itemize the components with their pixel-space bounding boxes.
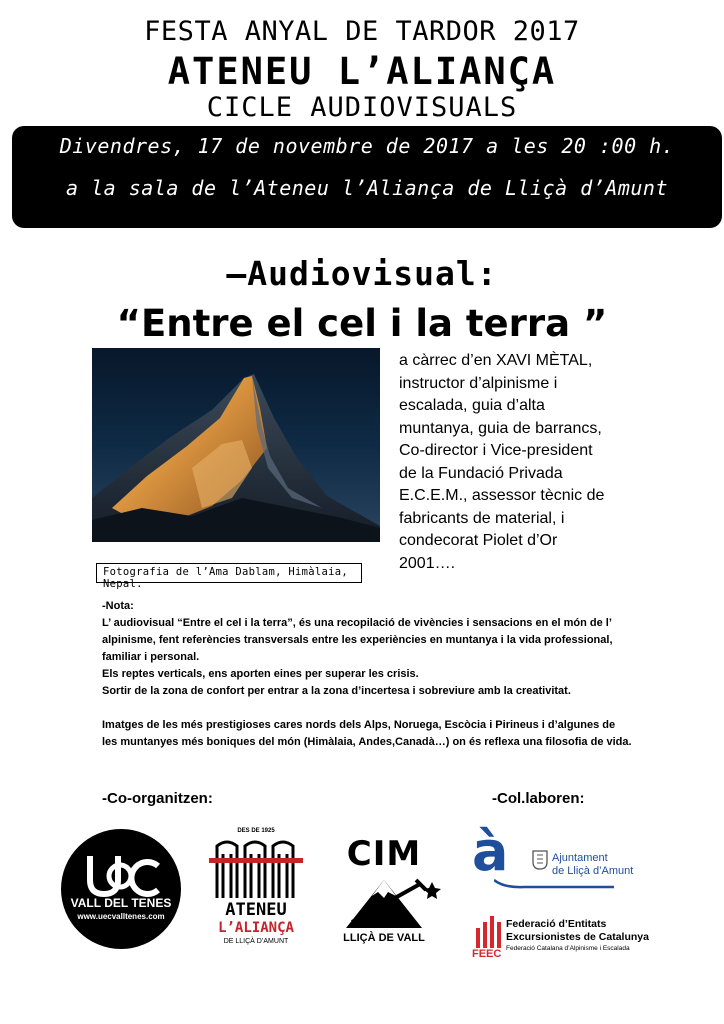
audiovisual-label: –Audiovisual:	[226, 254, 498, 293]
ajuntament-line1: Ajuntament	[552, 852, 608, 864]
feec-line1: Federació d’Entitats	[506, 918, 607, 930]
ateneu-year: DES DE 1925	[237, 828, 275, 834]
note-paragraph: Imatges de les més prestigioses cares nords dels Alps, Noruega, Escòcia i Pirineus i d’algunes de les muntanyes més boniques del món (Himàlaia, Andes,Canadà…) on és reflexa una filosofia de vida.	[102, 719, 632, 748]
feec-bars-icon	[474, 914, 504, 948]
ateneu-name: ATENEU	[225, 900, 287, 920]
mountain-photo	[92, 348, 380, 542]
venue-line: a la sala de l’Ateneu l’Aliança de Lliçà d’Amunt	[66, 176, 668, 200]
date-banner	[12, 126, 722, 228]
collaborators-label: -Col.laboren:	[492, 790, 585, 807]
organizer-title: ATENEU L’ALIANÇA	[167, 50, 557, 93]
date-line: Divendres, 17 de novembre de 2017 a les 20 :00 h.	[59, 134, 675, 158]
uec-url: www.uecvalltenes.com	[77, 912, 165, 921]
ajuntament-underline-icon	[494, 878, 614, 890]
cim-place: LLIÇÀ DE VALL	[343, 932, 425, 944]
ajuntament-line2: de Lliçà d’Amunt	[552, 865, 634, 877]
ajuntament-a-icon: à	[472, 820, 509, 883]
note-paragraph: L’ audiovisual “Entre el cel i la terra”, és una recopilació de vivències i sensacions en el món de l’ alpinisme, fent referències transversals entre les experiències en muntanya i la vida professional, familiar i personal.	[102, 617, 613, 663]
feec-line3: Federació Catalana d’Alpinisme i Escalada	[506, 945, 630, 952]
cim-name: CIM	[346, 834, 422, 874]
ajuntament-logo	[472, 820, 672, 892]
photo-caption: Fotografia de l’Ama Dablam, Himàlaia, Nepal.	[103, 566, 348, 590]
uec-logo	[60, 828, 182, 950]
ateneu-place: DE LLIÇÀ D’AMUNT	[223, 938, 289, 945]
coat-of-arms-icon	[532, 850, 548, 870]
event-title: FESTA ANYAL DE TARDOR 2017	[144, 16, 580, 47]
ateneu-logo	[205, 828, 307, 950]
note-heading: -Nota:	[102, 600, 134, 612]
speaker-credit: a càrrec d’en XAVI MÈTAL, instructor d’alpinisme i escalada, guia d’alta muntanya, guia de barrancs, Co-director i Vice-president de la Fundació Privada E.C.E.M., assessor tècnic de fabricants de material, i condecorat Piolet d’Or 2001….	[399, 352, 605, 572]
audiovisual-title: “Entre el cel i la terra ”	[116, 302, 608, 345]
cim-mountain-icon	[342, 872, 442, 930]
note-spacer	[102, 700, 632, 717]
uec-name: VALL DEL TENES	[70, 896, 172, 910]
ateneu-name-2: L’ALIANÇA	[218, 920, 294, 936]
note-paragraph: Sortir de la zona de confort per entrar a la zona d’incertesa i sobreviure amb la creativitat.	[102, 685, 571, 697]
feec-line2: Excursionistes de Catalunya	[506, 931, 649, 943]
ateneu-arches-icon	[209, 836, 303, 898]
cim-logo	[336, 834, 444, 946]
cycle-title: CICLE AUDIOVISUALS	[206, 92, 518, 123]
feec-logo	[472, 914, 672, 964]
feec-abbr: FEEC	[472, 948, 502, 960]
uec-emblem-icon	[60, 828, 182, 950]
note-paragraph: Els reptes verticals, ens aporten eines per superar les crisis.	[102, 668, 419, 680]
photo-caption-box	[96, 563, 362, 590]
note-section	[102, 598, 632, 751]
co-organizers-label: -Co-organitzen:	[102, 790, 213, 807]
